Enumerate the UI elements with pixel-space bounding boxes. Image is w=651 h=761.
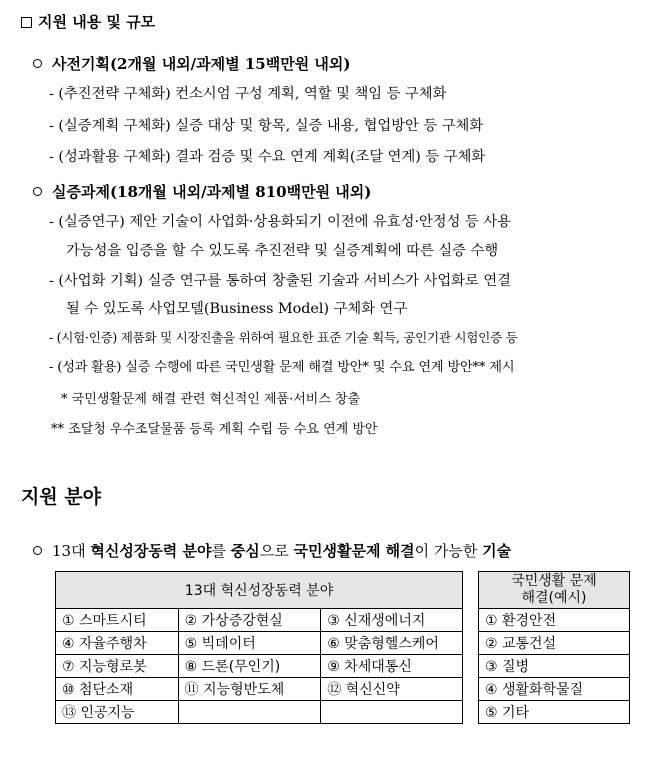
table-cell: ⑦ 지능형로봇 bbox=[56, 655, 179, 678]
table-header: 13대 혁신성장동력 분야 bbox=[56, 572, 463, 609]
item-title-demonstration: 실증과제(18개월 내외/과제별 810백만원 내외) bbox=[33, 181, 371, 202]
table-row bbox=[56, 655, 463, 678]
table-row bbox=[56, 609, 463, 632]
innovation-fields-table bbox=[55, 571, 463, 724]
circle-bullet-icon bbox=[33, 187, 42, 196]
section-heading-support-field: 지원 분야 bbox=[21, 486, 102, 508]
table-cell: ⑫ 혁신신약 bbox=[321, 678, 463, 701]
table-row bbox=[479, 701, 630, 724]
list-item: - (성과 활용) 실증 수행에 따른 국민생활 문제 해결 방안* 및 수요 연계 방안** 제시 bbox=[49, 360, 515, 375]
list-item-continuation: 될 수 있도록 사업모델(Business Model) 구체화 연구 bbox=[66, 301, 408, 317]
table-cell: ⑩ 첨단소재 bbox=[56, 678, 179, 701]
support-field-intro: 13대 혁신성장동력 분야를 중심으로 국민생활문제 해결이 가능한 기술 bbox=[33, 540, 511, 561]
table-cell: ④ 생활화학물질 bbox=[479, 678, 630, 701]
table-cell: ⑨ 차세대통신 bbox=[321, 655, 463, 678]
table-cell: ④ 자율주행차 bbox=[56, 632, 179, 655]
circle-bullet-icon bbox=[33, 59, 42, 68]
table-row bbox=[479, 655, 630, 678]
list-item: - (실증연구) 제안 기술이 사업화·상용화되기 이전에 유효성·안정성 등 사용 bbox=[49, 214, 511, 230]
list-item: - (실증계획 구체화) 실증 대상 및 항목, 실증 내용, 협업방안 등 구체화 bbox=[49, 118, 484, 134]
table-cell bbox=[321, 701, 463, 724]
table-cell: ⑤ 빅데이터 bbox=[178, 632, 321, 655]
table-cell: ⑥ 맞춤형헬스케어 bbox=[321, 632, 463, 655]
section-heading-support-content: 지원 내용 및 규모 bbox=[21, 11, 155, 32]
list-item: - (사업화 기획) 실증 연구를 통하여 창출된 기술과 서비스가 사업화로 연결 bbox=[49, 273, 511, 289]
table-cell bbox=[178, 701, 321, 724]
list-item: - (추진전략 구체화) 컨소시엄 구성 계획, 역할 및 책임 등 구체화 bbox=[49, 86, 447, 102]
square-bullet-icon bbox=[21, 17, 32, 28]
circle-bullet-icon bbox=[33, 546, 42, 555]
table-row bbox=[479, 632, 630, 655]
life-problems-table bbox=[478, 571, 630, 724]
table-cell: ① 환경안전 bbox=[479, 609, 630, 632]
table-cell: ⑪ 지능형반도체 bbox=[178, 678, 321, 701]
list-item: - (시험·인증) 제품화 및 시장진출을 위하여 필요한 표준 기술 획득, 공인기관 시험인증 등 bbox=[49, 330, 518, 345]
table-row bbox=[56, 632, 463, 655]
table-cell: ⑬ 인공지능 bbox=[56, 701, 179, 724]
item-title-pre-planning: 사전기획(2개월 내외/과제별 15백만원 내외) bbox=[33, 53, 351, 74]
footnote: ** 조달청 우수조달물품 등록 계획 수립 등 수요 연계 방안 bbox=[51, 422, 378, 437]
table-cell: ② 가상증강현실 bbox=[178, 609, 321, 632]
table-cell: ⑤ 기타 bbox=[479, 701, 630, 724]
table-row bbox=[479, 609, 630, 632]
table-cell: ③ 질병 bbox=[479, 655, 630, 678]
table-row bbox=[56, 701, 463, 724]
table-header: 국민생활 문제 해결(예시) bbox=[479, 572, 630, 609]
table-cell: ③ 신재생에너지 bbox=[321, 609, 463, 632]
table-cell: ⑧ 드론(무인기) bbox=[178, 655, 321, 678]
table-cell: ② 교통건설 bbox=[479, 632, 630, 655]
table-row bbox=[56, 678, 463, 701]
footnote: * 국민생활문제 해결 관련 혁신적인 제품·서비스 창출 bbox=[61, 392, 361, 407]
table-cell: ① 스마트시티 bbox=[56, 609, 179, 632]
table-row bbox=[479, 678, 630, 701]
list-item-continuation: 가능성을 입증을 할 수 있도록 추진전략 및 실증계획에 따른 실증 수행 bbox=[66, 243, 499, 259]
list-item: - (성과활용 구체화) 결과 검증 및 수요 연계 계획(조달 연계) 등 구체화 bbox=[49, 149, 486, 165]
